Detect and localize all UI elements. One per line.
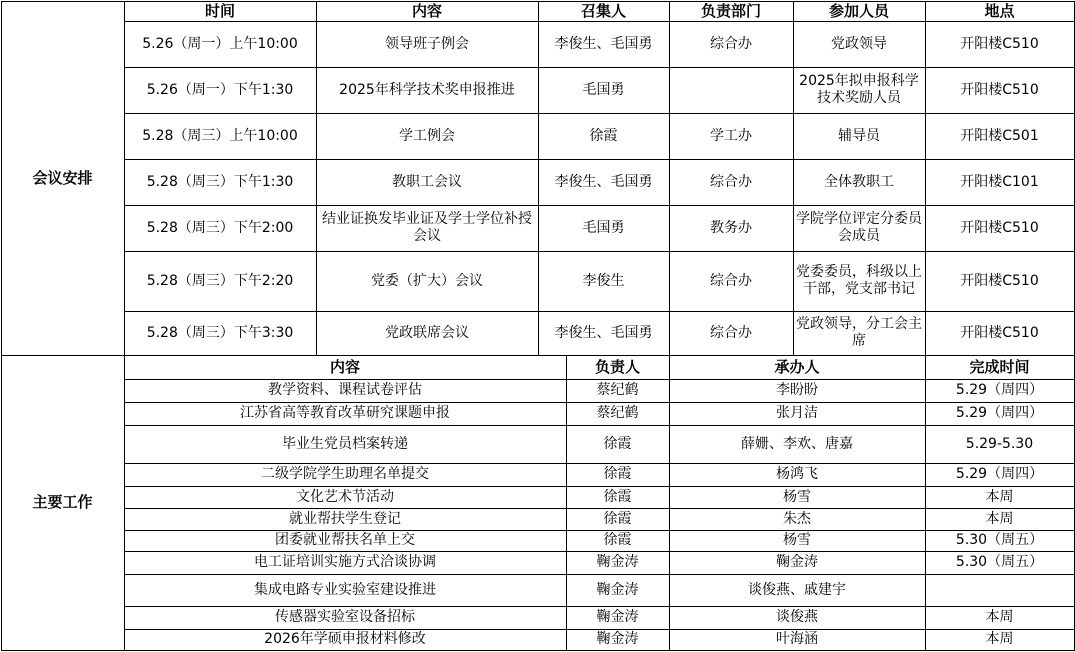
task-deadline: 5.29（周四） — [955, 405, 1044, 421]
task-handler: 杨鸿飞 — [776, 466, 818, 482]
header-convener: 召集人 — [580, 1, 626, 20]
task-owner: 蔡纪鹤 — [596, 405, 639, 421]
task-deadline: 5.29（周四） — [955, 382, 1044, 398]
task-handler: 谈俊燕、戚建宇 — [748, 581, 846, 598]
meeting-content: 领导班子例会 — [385, 35, 469, 52]
task-owner: 鞠金涛 — [596, 554, 639, 570]
task-content: 集成电路专业实验室建设推进 — [254, 581, 436, 598]
meeting-attendees: 党政领导，分工会主席 — [796, 316, 922, 349]
task-content: 就业帮扶学生登记 — [289, 510, 401, 527]
task-owner: 徐霞 — [603, 466, 632, 482]
meeting-dept: 综合办 — [710, 173, 752, 190]
task-handler: 朱杰 — [783, 510, 811, 527]
task-handler: 张月洁 — [776, 405, 818, 421]
meeting-attendees: 2025年拟申报科学技术奖励人员 — [799, 73, 919, 106]
meeting-content: 2025年科学技术奖申报推进 — [339, 81, 515, 98]
meeting-convener: 李俊生、毛国勇 — [554, 173, 653, 190]
meeting-attendees: 全体教职工 — [824, 173, 894, 190]
task-owner: 鞠金涛 — [596, 581, 639, 598]
meeting-time: 5.28（周三）下午3:30 — [146, 324, 294, 341]
header-time: 时间 — [204, 1, 235, 20]
task-content: 毕业生党员档案转递 — [282, 435, 408, 452]
task-owner: 蔡纪鹤 — [596, 382, 639, 398]
meeting-location: 开阳楼C510 — [960, 219, 1039, 236]
task-handler: 谈俊燕 — [776, 609, 818, 625]
header-content: 内容 — [411, 1, 442, 20]
meeting-location: 开阳楼C510 — [960, 35, 1039, 52]
meeting-convener: 毛国勇 — [582, 81, 625, 98]
task-owner: 鞠金涛 — [596, 609, 639, 625]
task-content: 团委就业帮扶名单上交 — [275, 532, 415, 548]
meeting-attendees: 党政领导 — [831, 35, 887, 52]
meeting-content: 党委（扩大）会议 — [371, 272, 483, 289]
task-owner: 徐霞 — [603, 488, 632, 505]
meeting-convener: 李俊生、毛国勇 — [554, 35, 653, 52]
meeting-location: 开阳楼C510 — [960, 324, 1039, 341]
meeting-time: 5.28（周三）下午2:20 — [146, 272, 294, 289]
task-handler: 鞠金涛 — [776, 554, 818, 570]
task-deadline: 5.29（周四） — [955, 466, 1044, 482]
task-deadline: 本周 — [985, 609, 1014, 625]
meeting-location: 开阳楼C501 — [960, 127, 1039, 144]
meeting-time: 5.28（周三）上午10:00 — [142, 127, 298, 144]
task-handler: 叶海涵 — [776, 631, 818, 647]
meeting-location: 开阳楼C101 — [960, 173, 1039, 190]
meeting-attendees: 学院学位评定分委员会成员 — [796, 211, 922, 244]
meeting-convener: 徐霞 — [589, 127, 618, 144]
section-label-work: 主要工作 — [32, 493, 93, 511]
meeting-time: 5.28（周三）下午2:00 — [146, 219, 294, 236]
task-content: 传感器实验室设备招标 — [275, 609, 415, 625]
task-content: 江苏省高等教育改革研究课题申报 — [240, 405, 450, 421]
meeting-dept: 综合办 — [710, 35, 752, 52]
section-label-meetings: 会议安排 — [32, 168, 93, 187]
task-owner: 徐霞 — [603, 532, 632, 548]
task-content: 电工证培训实施方式洽谈协调 — [254, 554, 436, 570]
header-handler: 承办人 — [774, 357, 820, 376]
task-owner: 徐霞 — [603, 510, 632, 527]
meeting-dept: 学工办 — [710, 127, 752, 144]
task-deadline: 本周 — [985, 631, 1014, 647]
grid-line — [1, 650, 1075, 651]
meeting-dept: 教务办 — [710, 219, 752, 236]
task-owner: 鞠金涛 — [596, 631, 639, 647]
meeting-time: 5.26（周一）下午1:30 — [146, 81, 294, 98]
meeting-location: 开阳楼C510 — [960, 81, 1039, 98]
task-deadline: 5.29-5.30 — [965, 435, 1034, 452]
meeting-time: 5.28（周三）下午1:30 — [146, 173, 294, 190]
task-content: 文化艺术节活动 — [296, 488, 394, 505]
meeting-convener: 李俊生 — [582, 272, 625, 289]
task-content: 二级学院学生助理名单提交 — [261, 466, 429, 482]
task-deadline: 5.30（周五） — [955, 532, 1044, 548]
task-deadline: 5.30（周五） — [955, 554, 1044, 570]
task-deadline: 本周 — [985, 488, 1014, 505]
meeting-location: 开阳楼C510 — [960, 272, 1039, 289]
meeting-content: 党政联席会议 — [385, 324, 469, 341]
meeting-attendees: 党委委员，科级以上干部，党支部书记 — [796, 264, 922, 297]
task-content: 2026年学硕申报材料修改 — [264, 631, 426, 647]
meeting-content: 学工例会 — [399, 127, 455, 144]
header-attendees: 参加人员 — [828, 1, 889, 20]
meeting-dept: 综合办 — [710, 272, 752, 289]
meeting-dept — [669, 67, 793, 113]
task-owner: 徐霞 — [603, 435, 632, 452]
meeting-convener: 毛国勇 — [582, 219, 625, 236]
task-handler: 薛姗、李欢、唐嘉 — [741, 435, 853, 452]
header-dept: 负责部门 — [700, 1, 761, 20]
task-deadline: 本周 — [985, 510, 1014, 527]
task-handler: 杨雪 — [783, 532, 811, 548]
meeting-convener: 李俊生、毛国勇 — [554, 324, 653, 341]
task-handler: 李盼盼 — [776, 382, 818, 398]
header-location: 地点 — [984, 1, 1015, 20]
task-content: 教学资料、课程试卷评估 — [268, 382, 422, 398]
header-task: 内容 — [329, 357, 360, 376]
meeting-content: 教职工会议 — [392, 173, 462, 190]
meeting-attendees: 辅导员 — [838, 127, 880, 144]
meeting-time: 5.26（周一）上午10:00 — [142, 35, 298, 52]
header-deadline: 完成时间 — [969, 357, 1030, 376]
task-handler: 杨雪 — [783, 488, 811, 505]
meeting-content: 结业证换发毕业证及学士学位补授会议 — [322, 211, 532, 244]
task-deadline — [925, 574, 1074, 606]
meeting-dept: 综合办 — [710, 324, 752, 341]
header-owner: 负责人 — [594, 357, 640, 376]
